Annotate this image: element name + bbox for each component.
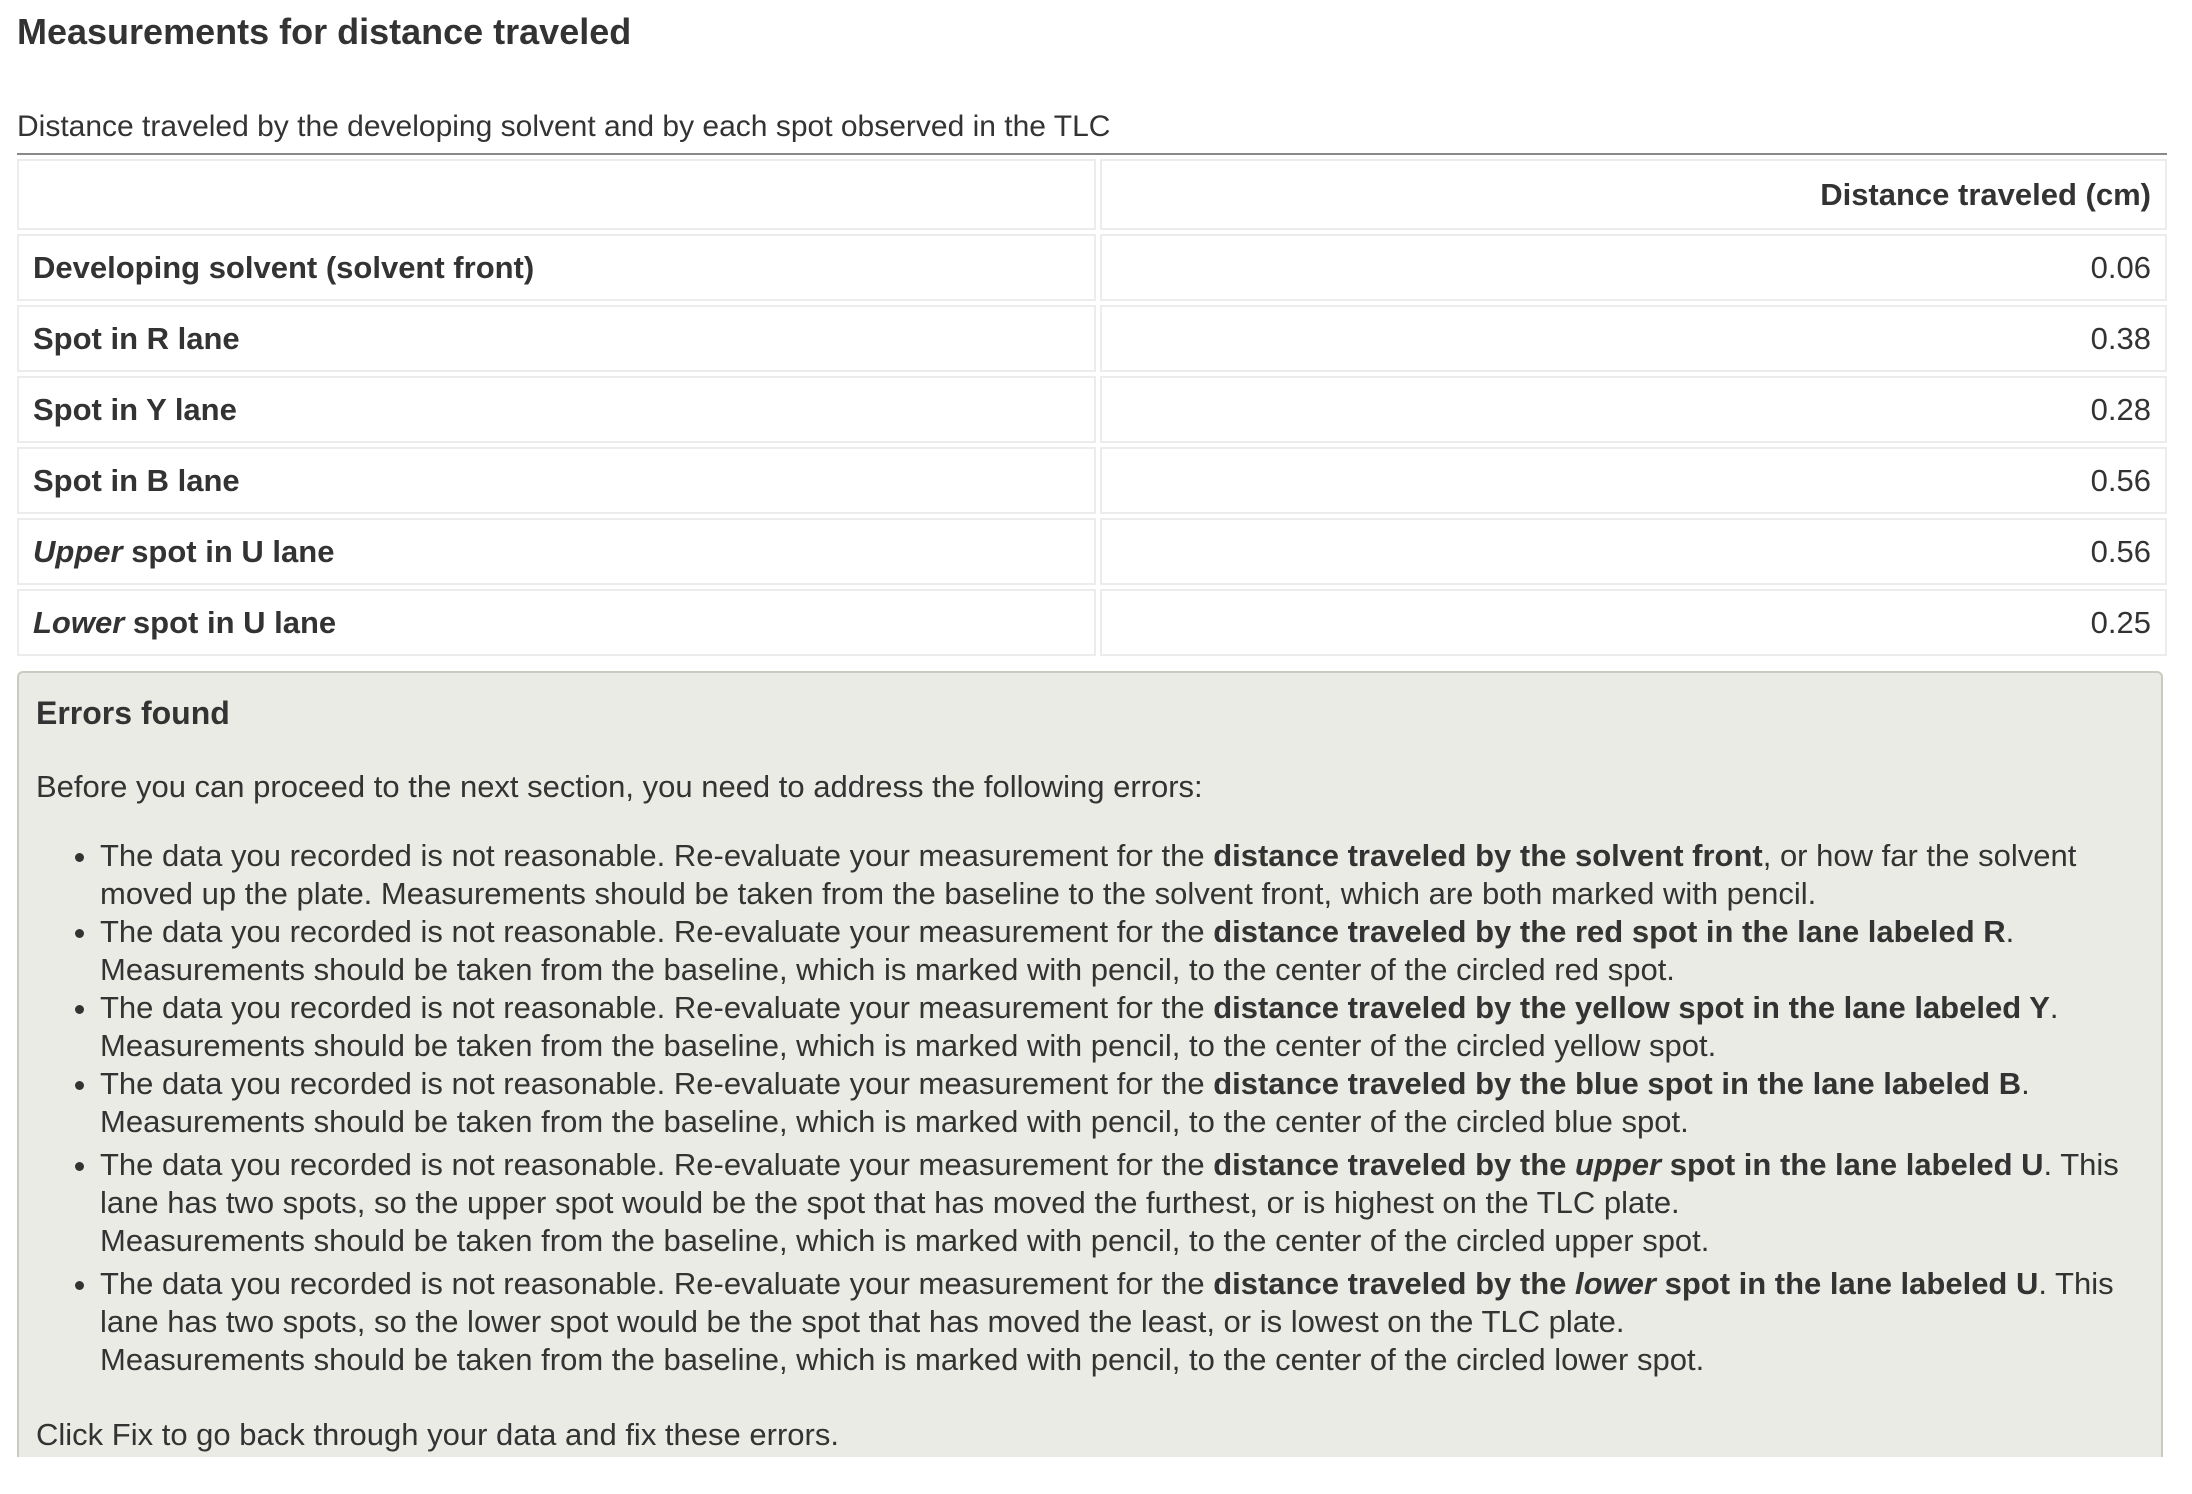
error-highlight-text: spot in the lane labeled U [1661, 1147, 2044, 1182]
row-label-emphasis: Lower [33, 604, 125, 640]
error-highlight-emphasis: upper [1575, 1147, 1662, 1182]
row-label-text: spot in U lane [124, 604, 337, 640]
table-row [17, 305, 2167, 372]
row-value: 0.56 [1100, 518, 2167, 585]
row-label-emphasis: Upper [33, 533, 123, 569]
error-highlight: distance traveled by the red spot in the lane labeled R [1213, 914, 2006, 949]
row-label [17, 376, 1096, 443]
row-label [17, 589, 1096, 656]
table-header-blank [17, 159, 1096, 230]
table-header-distance: Distance traveled (cm) [1100, 159, 2167, 230]
error-text: , or how far the solvent moved up the plate. Measurements should be taken from the baseline to the solvent front, which are both marked with pencil. [100, 838, 2077, 911]
error-text: The data you recorded is not reasonable. Re-evaluate your measurement for the [100, 1066, 1214, 1101]
table-header-row [17, 159, 2167, 230]
row-label [17, 518, 1096, 585]
table-caption: Distance traveled by the developing solvent and by each spot observed in the TLC [17, 109, 2167, 155]
error-item [100, 837, 2161, 913]
row-value: 0.06 [1100, 234, 2167, 301]
row-label-text: Spot in B lane [33, 462, 240, 498]
page-content [17, 0, 2167, 660]
row-label [17, 234, 1096, 301]
row-label [17, 305, 1096, 372]
error-text: . Measurements should be taken from the baseline, which is marked with pencil, to the center of the circled red spot. [100, 914, 2015, 987]
row-label-text: Spot in Y lane [33, 391, 237, 427]
error-item [100, 1065, 2161, 1141]
errors-panel [17, 671, 2163, 1457]
errors-intro: Before you can proceed to the next section, you need to address the following errors: [36, 769, 1203, 804]
table-row [17, 518, 2167, 585]
error-text: . This lane has two spots, so the lower spot would be the spot that has moved the least, or is lowest on the TLC plate. [100, 1266, 2114, 1339]
page-title: Measurements for distance traveled [17, 11, 632, 52]
error-text: . Measurements should be taken from the baseline, which is marked with pencil, to the center of the circled blue spot. [100, 1066, 2030, 1139]
errors-list [36, 837, 2161, 1379]
table-row [17, 376, 2167, 443]
error-highlight-emphasis: lower [1575, 1266, 1656, 1301]
error-text-line2: Measurements should be taken from the baseline, which is marked with pencil, to the center of the circled upper spot. [100, 1223, 1710, 1258]
error-highlight-text: spot in the lane labeled U [1655, 1266, 2039, 1301]
error-text: The data you recorded is not reasonable. Re-evaluate your measurement for the [100, 914, 1214, 949]
error-text: The data you recorded is not reasonable. Re-evaluate your measurement for the [100, 990, 1214, 1025]
table-row [17, 447, 2167, 514]
row-value: 0.38 [1100, 305, 2167, 372]
error-text: . This lane has two spots, so the upper spot would be the spot that has moved the furthest, or is highest on the TLC plate. [100, 1147, 2119, 1220]
error-highlight-text: distance traveled by the [1213, 1147, 1575, 1182]
error-highlight: distance traveled by the blue spot in the lane labeled B [1213, 1066, 2022, 1101]
errors-footer: Click Fix to go back through your data and fix these errors. [36, 1417, 839, 1452]
row-value: 0.56 [1100, 447, 2167, 514]
error-item [100, 913, 2161, 989]
row-label-text: spot in U lane [122, 533, 335, 569]
error-highlight: distance traveled by the solvent front [1213, 838, 1763, 873]
error-highlight [1213, 1266, 2038, 1301]
error-text: . Measurements should be taken from the baseline, which is marked with pencil, to the center of the circled yellow spot. [100, 990, 2059, 1063]
error-item [100, 1265, 2161, 1379]
error-highlight: distance traveled by the yellow spot in the lane labeled Y [1213, 990, 2050, 1025]
table-row [17, 589, 2167, 656]
row-label [17, 447, 1096, 514]
error-text: The data you recorded is not reasonable. Re-evaluate your measurement for the [100, 1147, 1214, 1182]
error-text: The data you recorded is not reasonable. Re-evaluate your measurement for the [100, 838, 1214, 873]
table-row [17, 234, 2167, 301]
errors-title: Errors found [36, 695, 230, 731]
row-value: 0.25 [1100, 589, 2167, 656]
row-value: 0.28 [1100, 376, 2167, 443]
error-text-line2: Measurements should be taken from the baseline, which is marked with pencil, to the center of the circled lower spot. [100, 1342, 1705, 1377]
error-item [100, 989, 2161, 1065]
row-label-text: Spot in R lane [33, 320, 240, 356]
error-text: The data you recorded is not reasonable. Re-evaluate your measurement for the [100, 1266, 1214, 1301]
error-highlight [1213, 1147, 2043, 1182]
distance-table [13, 155, 2171, 660]
row-label-text: Developing solvent (solvent front) [33, 249, 535, 285]
error-item [100, 1146, 2161, 1260]
error-highlight-text: distance traveled by the [1213, 1266, 1575, 1301]
